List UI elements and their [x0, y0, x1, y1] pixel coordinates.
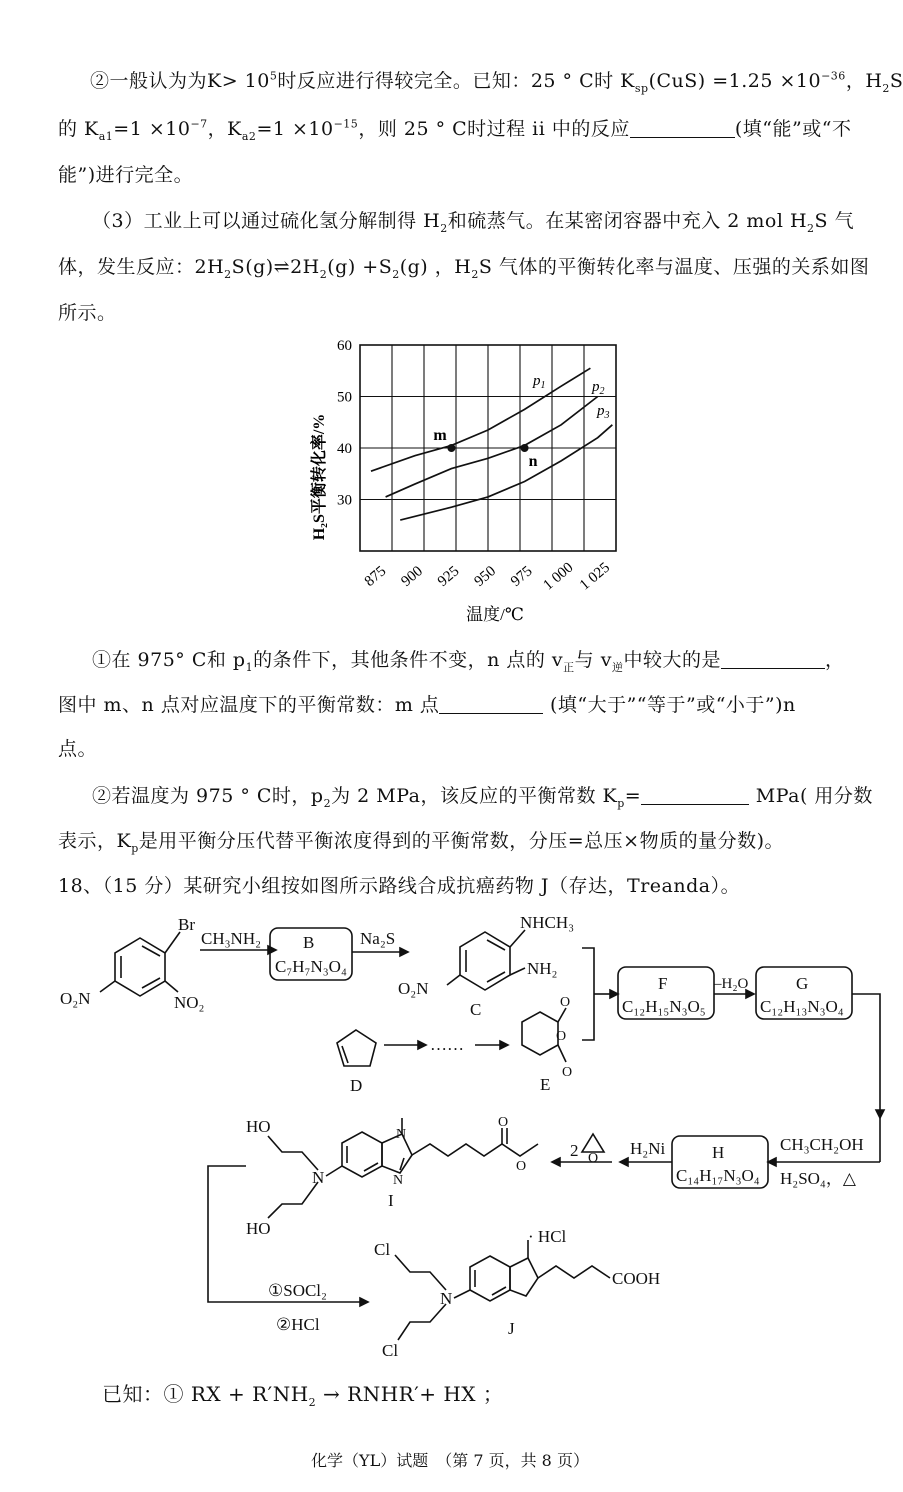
- n-label-i: N: [312, 1168, 325, 1187]
- x-tick-label: 875: [361, 563, 390, 590]
- answer-blank-4[interactable]: [641, 786, 749, 805]
- question-line-2: 图中 m、n 点对应温度下的平衡常数：m 点 (填“大于”“等于”或“小于”)n: [58, 694, 796, 716]
- x-tick-label: 975: [508, 563, 536, 590]
- reagent-na2s: Na₂S: [360, 929, 396, 948]
- o-label-3: O: [562, 1065, 573, 1080]
- compound-i-name: I: [388, 1191, 394, 1210]
- compound-f-name: F: [658, 974, 668, 993]
- reagent-h2ni: H₂Ni: [630, 1139, 666, 1158]
- reagent-hcl: ②HCl: [276, 1315, 320, 1334]
- o2n-label: O₂N: [60, 989, 91, 1008]
- o-label-1: O: [560, 995, 571, 1010]
- x-tick-label: 950: [471, 563, 500, 590]
- epoxide-structure: [582, 1134, 604, 1152]
- question-line-4: ②若温度为 975 ° C时，$p_2$为 2 MPa，该反应的平衡常数 $K_p= MPa$( 用分数: [92, 785, 873, 810]
- y-tick-label: 60: [337, 338, 352, 354]
- point-m: [447, 444, 455, 452]
- compound-c-structure: [447, 930, 525, 990]
- y-tick-label: 40: [337, 441, 352, 457]
- y-tick-label: 50: [337, 389, 352, 406]
- y-tick-label: 30: [337, 492, 352, 509]
- chart-ticks: [337, 338, 613, 594]
- page-footer: 化学（YL）试题 （第 7 页，共 8 页）: [311, 1451, 589, 1470]
- question-line-3: 点。: [58, 738, 98, 760]
- question-line-1: ①在 975° C和 $p_1$的条件下，其他条件不变，n 点的 $v_正$与 $v_逆$中较大的是 ，: [92, 649, 845, 674]
- dots: ……: [430, 1035, 464, 1054]
- i-o1: O: [498, 1115, 509, 1130]
- series-line-p3: [400, 425, 612, 520]
- para-line-5: 体，发生反应：$2H_2S(g)\rightleftharpoons 2H_2(g) +S_2(g)$ ，$H_2S$ 气体的平衡转化率与温度、压强的关系如图: [58, 256, 870, 281]
- ho-label-1: HO: [246, 1117, 271, 1136]
- para-line-4: （3）工业上可以通过硫化氢分解制得 $H_2$和硫蒸气。在某密闭容器中充入 2 mol $H_2S$ 气: [92, 210, 855, 235]
- minus-h2o: –H₂O: [714, 976, 749, 992]
- series-line-p2: [386, 397, 598, 497]
- reagent-etoh: CH₃CH₂OH: [780, 1135, 864, 1154]
- o-label-2: O: [556, 1029, 567, 1044]
- compound-f-formula: C₁₂H₁₅N₃O₅: [622, 997, 706, 1016]
- synthesis-scheme: [0, 900, 900, 1370]
- br-label: Br: [178, 915, 195, 934]
- no2-label: NO₂: [174, 993, 205, 1012]
- ho-label-2: HO: [246, 1219, 271, 1238]
- question-18-heading: 18、（15 分）某研究小组按如图所示路线合成抗癌药物 J（存达，Treanda）。: [58, 875, 741, 897]
- cooh-label: COOH: [612, 1269, 661, 1288]
- compound-e-name: E: [540, 1075, 551, 1094]
- known-reaction: 已知：① RX + $R'NH_2$ → RNHR′+ HX ；: [102, 1382, 504, 1409]
- compound-c-name: C: [470, 1000, 482, 1019]
- reagent-ch3nh2: CH₃NH₂: [201, 929, 262, 948]
- point-n: [521, 444, 529, 452]
- reagent-two: 2: [570, 1141, 579, 1160]
- x-tick-label: 1 025: [576, 559, 614, 594]
- compound-d-name: D: [350, 1076, 363, 1095]
- i-n2: N: [393, 1173, 404, 1188]
- compound-j-name: J: [508, 1319, 515, 1338]
- compound-b-formula: C₇H₇N₃O₄: [275, 957, 347, 976]
- para-line-3: 能”)进行完全。: [58, 164, 194, 186]
- compound-g-formula: C₁₂H₁₃N₃O₄: [760, 997, 844, 1016]
- question-line-5: 表示，$K_p$是用平衡分压代替平衡浓度得到的平衡常数，分压=总压×物质的量分数)。: [58, 830, 785, 855]
- nh2-label: NH₂: [527, 959, 558, 978]
- nhch3-label: NHCH₃: [520, 913, 575, 932]
- point-label-m: m: [433, 427, 447, 444]
- i-n1: N: [396, 1127, 407, 1142]
- answer-blank-3[interactable]: [439, 695, 543, 714]
- epoxide-o: O: [588, 1151, 599, 1166]
- compound-h-formula: C₁₄H₁₇N₃O₄: [676, 1166, 760, 1185]
- chart-curves: [371, 368, 612, 520]
- hcl-label: · HCl: [528, 1227, 567, 1246]
- answer-blank-2[interactable]: [721, 650, 825, 669]
- curve-label-p1: $p_1$: [533, 373, 546, 391]
- x-tick-label: 900: [398, 563, 426, 590]
- n-label-j: N: [440, 1289, 453, 1308]
- starting-material-structure: [100, 932, 180, 996]
- reagent-socl2: ①SOCl₂: [268, 1281, 327, 1300]
- series-line-p1: [371, 368, 590, 471]
- conversion-chart: [300, 335, 630, 635]
- cl-label-2: Cl: [382, 1341, 399, 1360]
- x-tick-label: 1 000: [540, 559, 577, 594]
- compound-b-name: B: [303, 933, 315, 952]
- o2n-c-label: O₂N: [398, 979, 429, 998]
- x-tick-label: 925: [434, 563, 463, 590]
- i-o2: O: [516, 1159, 527, 1174]
- compound-j-structure: [395, 1240, 610, 1340]
- curve-label-p3: $p_3$: [597, 403, 610, 421]
- answer-blank-1[interactable]: [630, 119, 735, 138]
- x-axis-label: 温度/℃: [466, 605, 524, 624]
- compound-h-name: H: [712, 1143, 725, 1162]
- curve-label-p2: $p_2$: [592, 379, 605, 397]
- y-axis-label: H₂S平衡转化率/%: [311, 413, 328, 541]
- reagent-h2so4: H₂SO₄，△: [780, 1169, 856, 1188]
- compound-g-name: G: [796, 974, 809, 993]
- point-label-n: n: [528, 453, 538, 470]
- para-line-6: 所示。: [58, 302, 117, 324]
- para-line-2: 的 $K_{a1}=1 \times 10^{-7}$，$K_{a2}=1 \times 10^{-15}$，则 25 ° C时过程 ii 中的反应 (填“能”或“不: [58, 117, 852, 143]
- para-line-1: ②一般认为为$K> 10^5$时反应进行得较完全。已知：25 ° C时 $K_{sp}(CuS) =1.25 \times 10^{-36}$，$H_2S$: [90, 69, 903, 95]
- cl-label-1: Cl: [374, 1240, 391, 1259]
